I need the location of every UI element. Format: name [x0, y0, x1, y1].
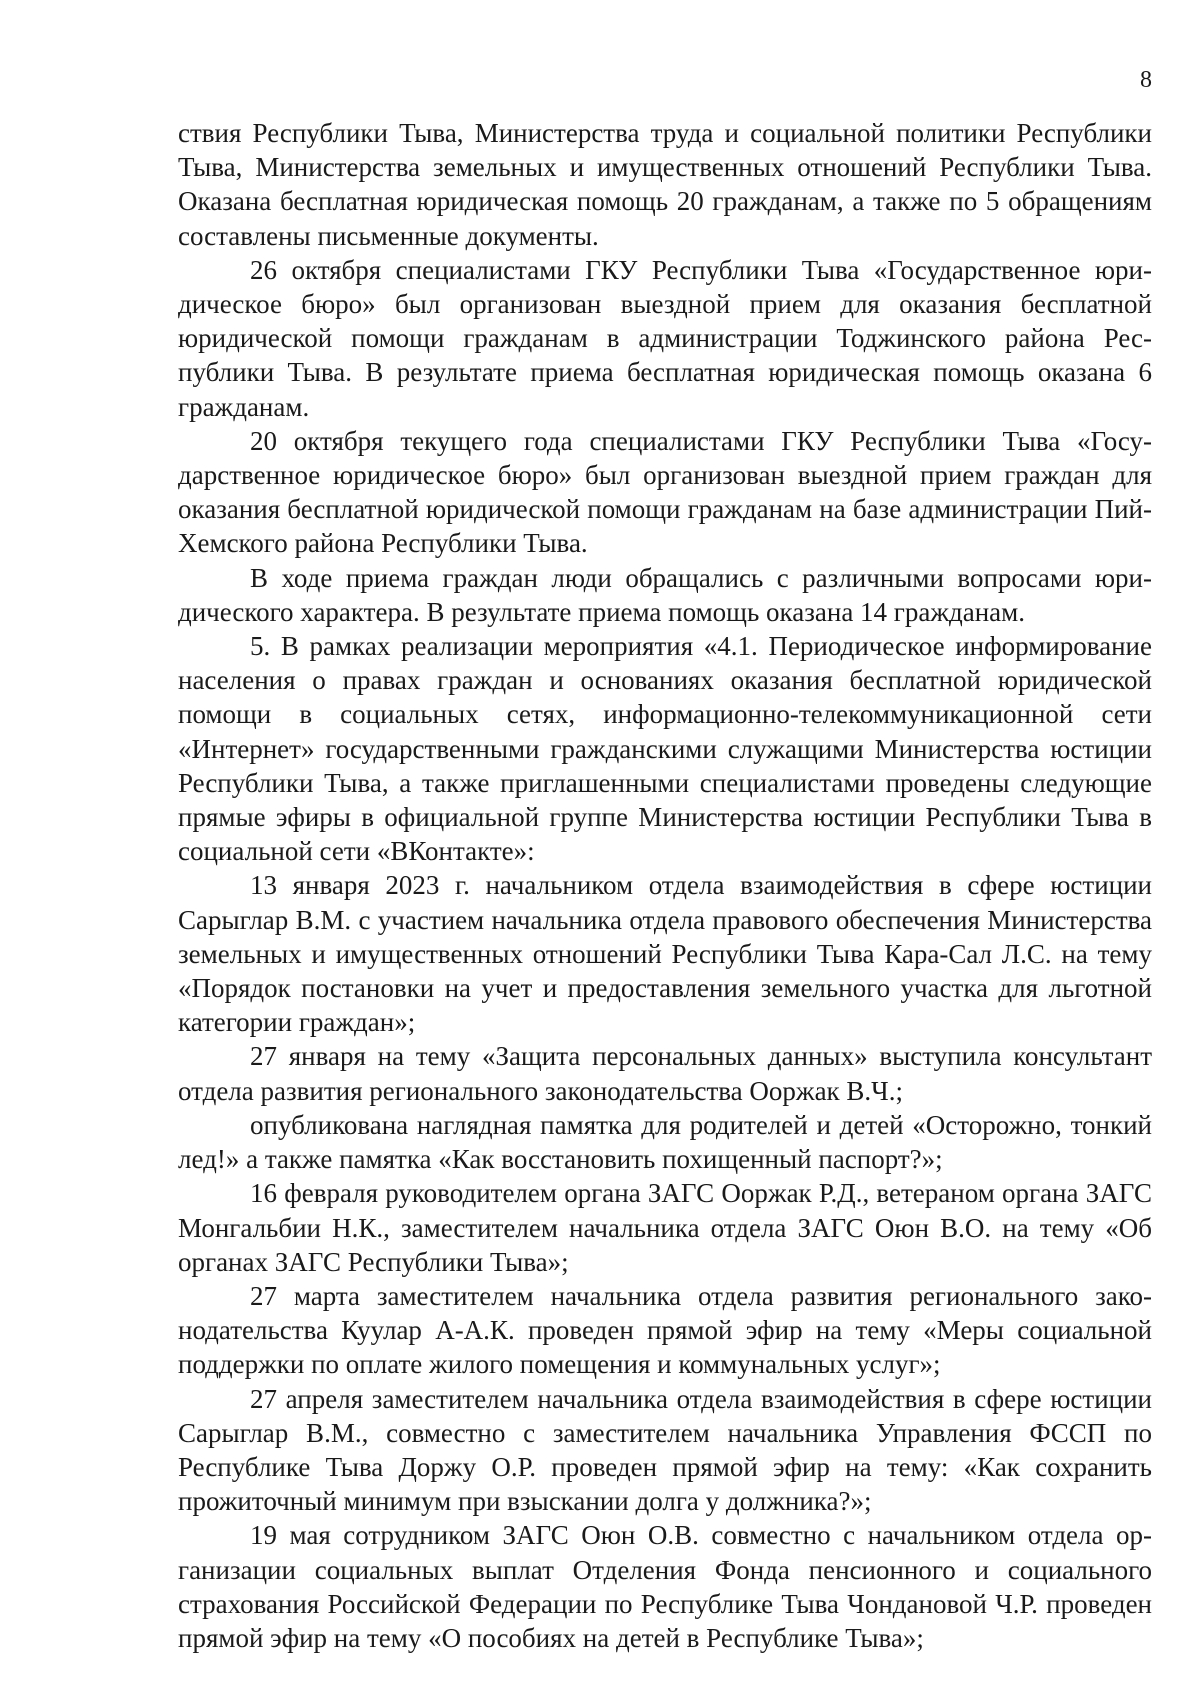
paragraph: 27 января на тему «Защита персональных данных» выступила консультант отдела развития регионального законодательства Ооржак В.Ч.; — [178, 1041, 1152, 1106]
paragraph: 19 мая сотрудником ЗАГС Оюн О.В. совместно с начальником отдела организации социальных выплат Отделения Фонда пенсионного и социального страхования Российской Федерации по Республике Тыва Чондановой Ч.Р. проведен прямой эфир на тему «О пособиях на детей в Республике Тыва»; — [178, 1520, 1152, 1653]
paragraph: 27 марта заместителем начальника отдела развития регионального законодательства Куулар А-А.К. проведен прямой эфир на тему «Меры социальной поддержки по оплате жилого помещения и коммунальных услуг»; — [178, 1280, 1152, 1380]
paragraph: 13 января 2023 г. начальником отдела взаимодействия в сфере юстиции Сарыглар В.М. с участием начальника отдела правового обеспечения Министерства земельных и имущественных отношений Республики Тыва Кара-Сал Л.С. на тему «Порядок постановки на учет и предоставления земельного участка для льготной категории граждан»; — [178, 870, 1152, 1038]
paragraph: опубликована наглядная памятка для родителей и детей «Осторожно, тонкий лед!» а также памятка «Как восстановить похищенный паспорт?»; — [178, 1109, 1152, 1175]
paragraph: 16 февраля руководителем органа ЗАГС Ооржак Р.Д., ветераном органа ЗАГС Монгальбии Н.К., заместителем начальника отдела ЗАГС Оюн В.О. на тему «Об органах ЗАГС Республики Тыва»; — [178, 1178, 1152, 1277]
paragraph: 27 апреля заместителем начальника отдела взаимодействия в сфере юстиции Сарыглар В.М., совместно с заместителем начальника Управления ФССП по Республике Тыва Доржу О.Р. проведен прямой эфир на тему: «Как сохранить прожиточный минимум при взыскании долга у должника?»; — [178, 1383, 1152, 1517]
document-body — [178, 116, 1152, 1655]
paragraph: 20 октября текущего года специалистами ГКУ Республики Тыва «Государственное юридическое бюро» был организован выездной прием граждан для оказания бесплатной юридической помощи гражданам на базе администрации Пий-Хемского района Республики Тыва. — [178, 425, 1152, 559]
paragraph: В ходе приема граждан люди обращались с различными вопросами юридического характера. В результате приема помощь оказана 14 гражданам. — [178, 562, 1152, 627]
paragraph: 5. В рамках реализации мероприятия «4.1. Периодическое информирование населения о правах граждан и основаниях оказания бесплатной юридической помощи в социальных сетях, информационно-телекоммуникационной сети «Интернет» государственными гражданскими служащими Министерства юстиции Республики Тыва, а также приглашенными специалистами проведены следующие прямые эфиры в официальной группе Министерства юстиции Республики Тыва в социальной сети «ВКонтакте»: — [178, 631, 1152, 867]
page-number: 8 — [1140, 67, 1152, 93]
paragraph: ствия Республики Тыва, Министерства труда и социальной политики Республики Тыва, Министерства земельных и имущественных отношений Республики Тыва. Оказана бесплатная юридическая помощь 20 гражданам, а также по 5 обращениям составлены письменные документы. — [178, 118, 1152, 251]
paragraph: 26 октября специалистами ГКУ Республики Тыва «Государственное юридическое бюро» был организован выездной прием для оказания бесплатной юридической помощи гражданам в администрации Тоджинского района Республики Тыва. В результате приема бесплатная юридическая помощь оказана 6 гражданам. — [178, 254, 1152, 422]
